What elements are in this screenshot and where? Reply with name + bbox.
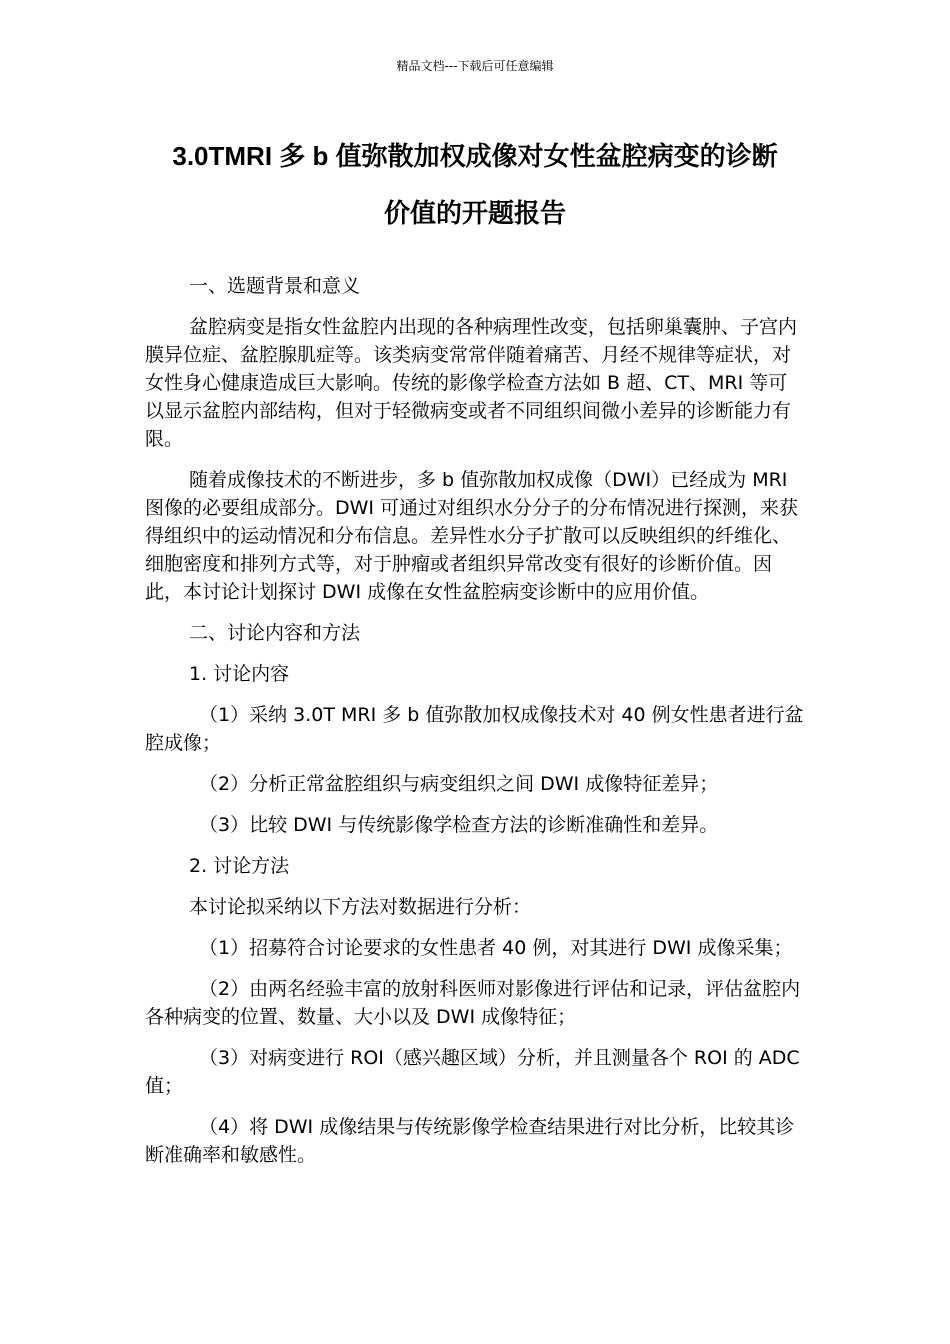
document-body	[145, 272, 805, 1182]
page-header-watermark: 精品文档---下载后可任意编辑	[396, 59, 554, 73]
list-item-method-4: （4）将 DWI 成像结果与传统影像学检查结果进行对比分析，比较其诊断准确率和敏感性。	[145, 1116, 795, 1166]
section-heading-background: 一、选题背景和意义	[189, 275, 361, 297]
list-item-method-1: （1）招募符合讨论要求的女性患者 40 例，对其进行 DWI 成像采集；	[199, 937, 793, 959]
list-item-method-3: （3）对病变进行 ROI（感兴趣区域）分析，并且测量各个 ROI 的 ADC 值；	[145, 1047, 800, 1097]
subheading-content: 1. 讨论内容	[189, 663, 290, 685]
document-title-line1: 3.0TMRI 多 b 值弥散加权成像对女性盆腔病变的诊断	[172, 141, 778, 171]
section-heading-content-method: 二、讨论内容和方法	[189, 622, 361, 644]
list-item-method-2: （2）由两名经验丰富的放射科医师对影像进行评估和记录，评估盆腔内各种病变的位置、数量、大小以及 DWI 成像特征；	[145, 978, 801, 1028]
list-item-content-2: （2）分析正常盆腔组织与病变组织之间 DWI 成像特征差异；	[199, 773, 719, 795]
paragraph-method-intro: 本讨论拟采纳以下方法对数据进行分析：	[189, 896, 532, 918]
paragraph-background: 盆腔病变是指女性盆腔内出现的各种病理性改变，包括卵巢囊肿、子宫内膜异位症、盆腔腺肌症等。该类病变常常伴随着痛苦、月经不规律等症状，对女性身心健康造成巨大影响。传统的影像学检查方法如 B 超、CT、MRI 等可以显示盆腔内部结构，但对于轻微病变或者不同组织间微小差异的诊断能力有限。	[145, 316, 798, 450]
list-item-content-3: （3）比较 DWI 与传统影像学检查方法的诊断准确性和差异。	[199, 814, 719, 836]
paragraph-dwi-intro: 随着成像技术的不断进步，多 b 值弥散加权成像（DWI）已经成为 MRI 图像的必要组成部分。DWI 可通过对组织水分分子的分布情况进行探测，来获得组织中的运动情况和分布信息。差异性水分子扩散可以反映组织的纤维化、细胞密度和排列方式等，对于肿瘤或者组织异常改变有很好的诊断价值。因此，本讨论计划探讨 DWI 成像在女性盆腔病变诊断中的应用价值。	[145, 469, 799, 603]
document-title-line2: 价值的开题报告	[383, 198, 566, 228]
list-item-content-1: （1）采纳 3.0T MRI 多 b 值弥散加权成像技术对 40 例女性患者进行盆腔成像；	[145, 704, 804, 754]
subheading-method: 2. 讨论方法	[189, 855, 290, 877]
